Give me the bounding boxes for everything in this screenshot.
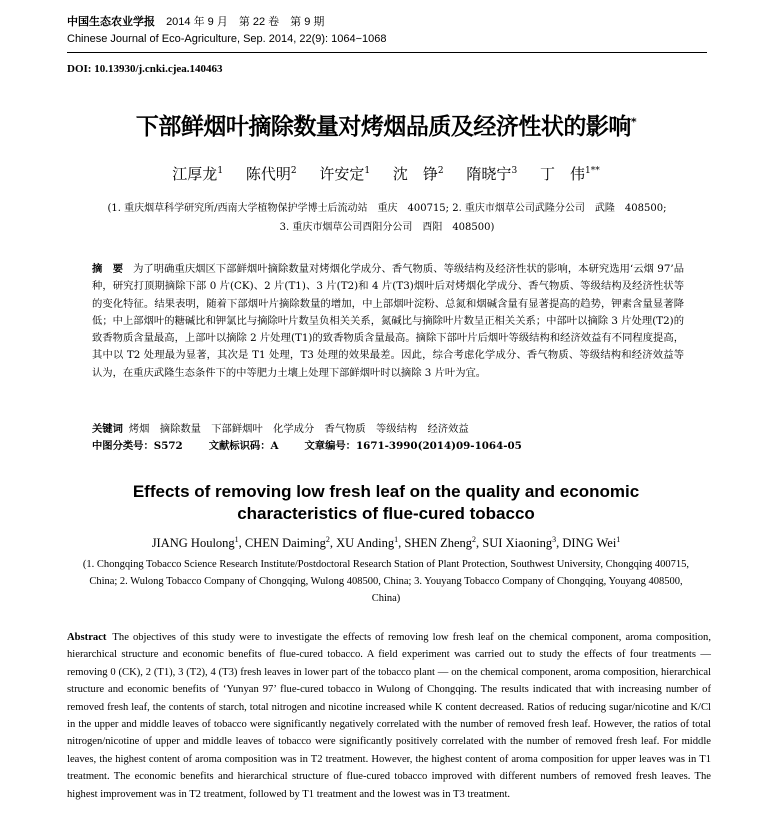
- document-code: 文献标识码：A: [208, 440, 279, 452]
- keyword: 经济效益: [427, 423, 469, 435]
- affiliation-line: (1. 重庆烟草科学研究所/西南大学植物保护学博士后流动站 重庆 400715; 2. 重庆市烟草公司武隆分公司 武隆 408500;: [107, 203, 667, 214]
- article-number: 文章编号：1671-3990(2014)09-1064-05: [304, 440, 522, 452]
- title-cn-text: 下部鲜烟叶摘除数量对烤烟品质及经济性状的影响: [135, 114, 631, 140]
- abstract-cn: [92, 261, 684, 382]
- author-cn: 隋晓宁$^3$: [466, 165, 518, 183]
- author-en: JIANG Houlong$^1$: [151, 535, 239, 551]
- author-cn: 丁 伟$^{1**}$: [539, 165, 600, 183]
- issue-info-cn: 2014 年 9 月 第 22 卷 第 9 期: [166, 16, 325, 28]
- doi[interactable]: DOI: 10.13930/j.cnki.cjea.140463: [67, 63, 223, 75]
- journal-name-cn: 中国生态农业学报: [67, 16, 155, 28]
- title-en: [0, 481, 772, 525]
- author-en: XU Anding$^1$: [336, 535, 399, 551]
- author-cn: 江厚龙$^1$: [172, 165, 224, 183]
- title-en-line: Effects of removing low fresh leaf on the quality and economic: [132, 482, 640, 501]
- author-en: CHEN Daiming$^2$: [244, 535, 330, 551]
- keyword: 烤烟: [128, 423, 150, 435]
- abstract-en-text: The objectives of this study were to investigate the effects of removing low fresh leaf on the chemical component, aroma composition, hierarchical structure and economic benefits of flue-cured tobacco. A field experiment was carried out to study the effects of four treatments — removing 0 (CK), 2 (T1), 3 (T2), 4 (T3) fresh leaves in lower part of the tobacco plant — on the chemical component, aroma composition, hierarchical structure and economic benefits of ‘Yunyan 97’ flue-cured tobacco in Wulong of Chongqing. The results indicated that with increasing number of removed fresh leaf, the contents of starch, total nitrogen and nicotine increased while K content decreased. Ratios of reducing sugar/nicotine and K/Cl in the upper and middle leaves of tobacco were significantly negatively correlated with the number of removed fresh leaf. However, the ratios of total nitrogen/nicotine of upper and middle leaves of tobacco were significantly positively correlated with the number of removed fresh leaf. For middle leaves, the highest content of aroma composition was in T2 treatment. However, the highest content of aroma composition for upper leaves was in T1 treatment. The economic benefits and hierarchical structure of flue-cured tobacco improved with different numbers of removed fresh leaves. The highest improvement was in T2 treatment, followed by T1 treatment and the lowest was in T3 treatment.: [67, 632, 711, 800]
- abstract-en-label: Abstract: [67, 632, 107, 643]
- author-cn: 许安定$^1$: [319, 165, 371, 183]
- keyword: 化学成分: [273, 423, 315, 435]
- keywords-label: 关键词: [92, 423, 123, 435]
- abstract-cn-label: 摘 要: [92, 263, 124, 275]
- clc-number: 中图分类号：S572: [92, 440, 183, 452]
- classification-line: [92, 438, 692, 455]
- keyword: 下部鲜烟叶: [211, 423, 263, 435]
- keyword: 等级结构: [376, 423, 418, 435]
- affiliation-line: 3. 重庆市烟草公司酉阳分公司 酉阳 408500): [279, 222, 495, 233]
- title-cn: [0, 108, 772, 141]
- author-en: SUI Xiaoning$^3$: [482, 535, 557, 551]
- keyword: 香气物质: [324, 423, 366, 435]
- header-rule: [67, 52, 707, 53]
- running-header: [67, 14, 387, 48]
- authors-en: JIANG Houlong$^1$, CHEN Daiming$^2$, XU Anding$^1$, SHEN Zheng$^2$, SUI Xiaoning$^3$, DING Wei$^1$: [151, 535, 621, 551]
- keyword: 摘除数量: [159, 423, 201, 435]
- title-en-line: characteristics of flue-cured tobacco: [237, 504, 535, 523]
- author-cn: 沈 铮$^2$: [392, 165, 444, 183]
- keywords-cn: [92, 421, 692, 438]
- affiliations-cn: [67, 199, 707, 237]
- abstract-cn-text: 为了明确重庆烟区下部鲜烟叶摘除数量对烤烟化学成分、香气物质、等级结构及经济性状的影响，本研究选用‘云烟 97’品种，研究打顶期摘除下部 0 片(CK)、2 片(T1)、3 片(T2)和 4 片(T3)烟叶后对烤烟化学成分、香气物质、等级结构及经济性状等的变化特征。结果表明，随着下部烟叶片摘除数量的增加，中上部烟叶淀粉、总氮和烟碱含量有显著提高的趋势，钾素含量显著降低；中上部烟叶的糖碱比和钾氯比与摘除叶片数呈负相关关系，氮碱比与摘除叶片数呈正相关关系；中部叶以摘除 3 片处理(T2)的致香物质含量最高，上部叶以摘除 2 片处理(T1)的致香物质含量最高。摘除下部叶片后烟叶等级结构和经济效益有不同程度提高，其中以 T2 处理最为显著，其次是 T1 处理，T3 处理的效果最差。因此，综合考虑化学成分、香气物质、等级结构和经济效益等认为，在重庆武隆生态条件下的中等肥力土壤上处理下部鲜烟叶时以摘除 3 片叶为宜。: [92, 263, 685, 379]
- title-footnote-mark: *: [630, 115, 637, 129]
- author-cn: 陈代明$^2$: [245, 165, 297, 183]
- authors-cn: [0, 163, 772, 184]
- journal-citation-en: Chinese Journal of Eco-Agriculture, Sep. 2014, 22(9): 1064−1068: [67, 33, 387, 45]
- author-en: SHEN Zheng$^2$: [404, 535, 477, 551]
- author-en: DING Wei$^1$: [562, 535, 621, 551]
- affiliations-en: (1. Chongqing Tobacco Science Research Institute/Postdoctoral Research Station of Plant Protection, Southwest University, Chongqing 400715, China; 2. Wulong Tobacco Company of Chongqing, Wulong 408500, China; 3. Youyang Tobacco Company of Chongqing, Youyang 408500, China): [82, 559, 690, 604]
- abstract-en: [67, 629, 711, 803]
- keywords-block: [92, 421, 692, 455]
